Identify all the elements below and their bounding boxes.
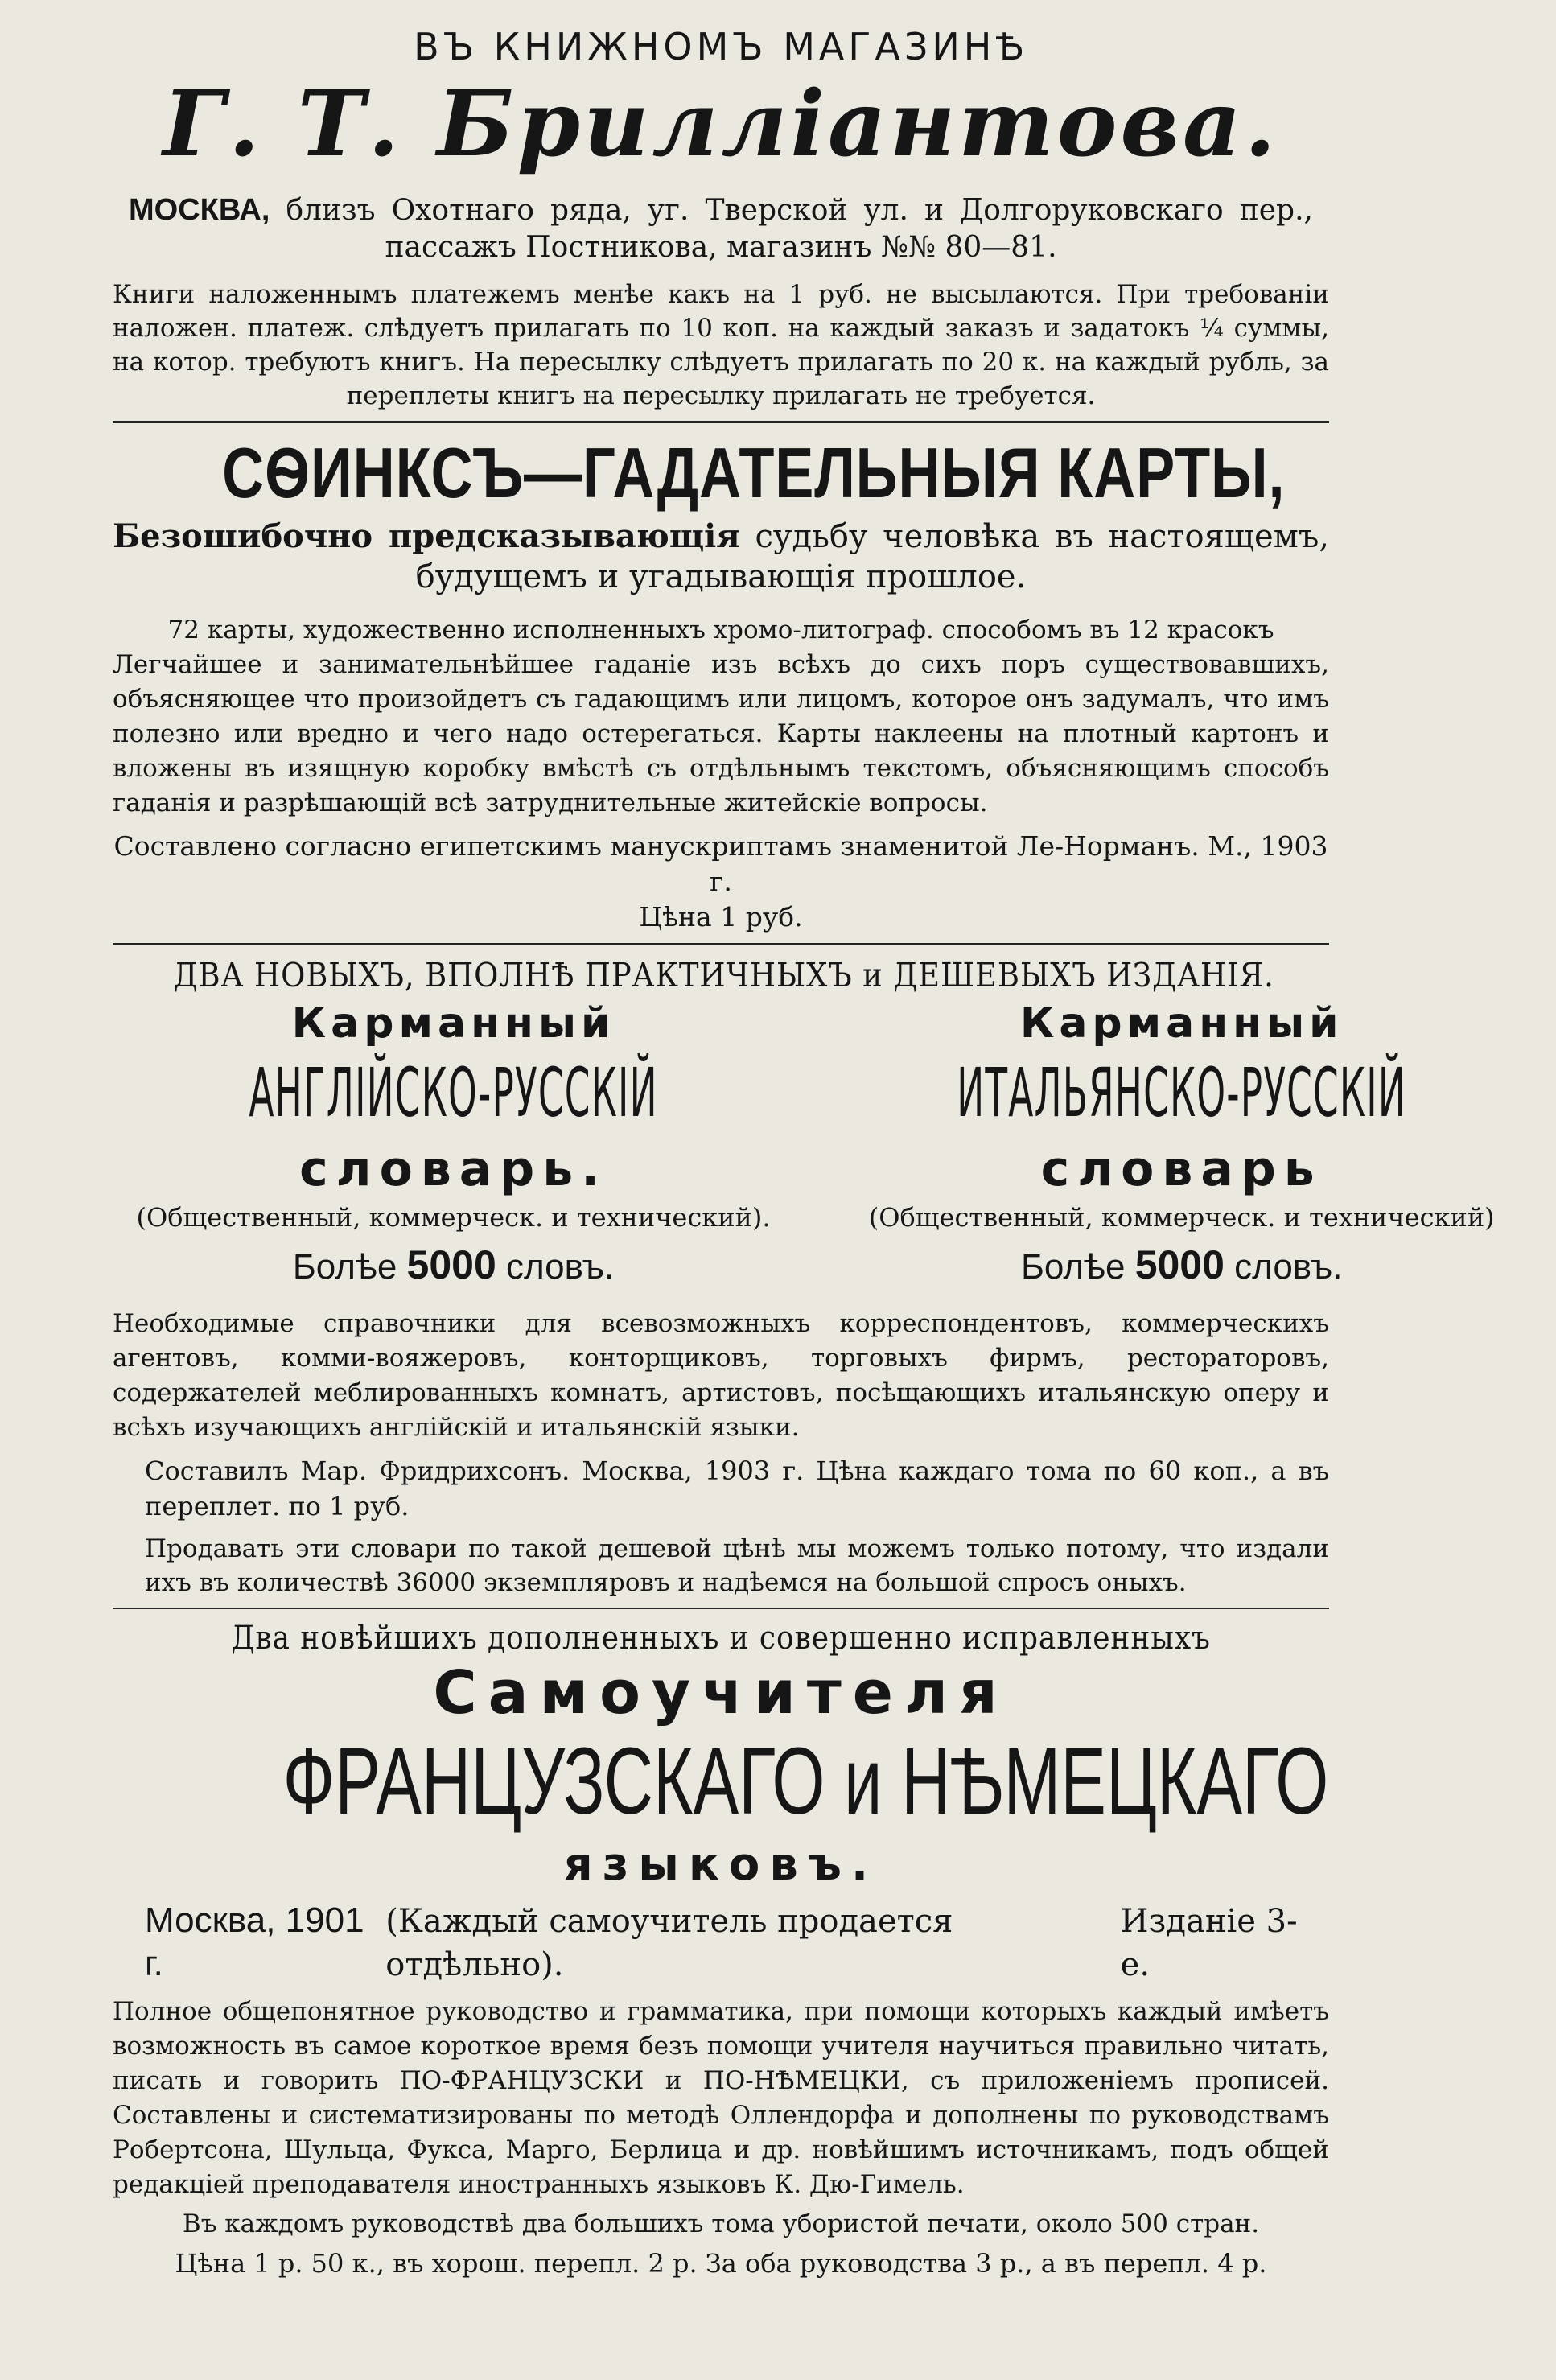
italian-russian-dictionary bbox=[807, 1000, 1556, 1292]
dictionary-word: словарь. bbox=[299, 1141, 607, 1197]
dictionaries-description: Необходимые справочники для всевозможныхъ корреспондентовъ, коммерческихъ агентовъ, комми-вояжеровъ, конторщиковъ, торговыхъ фирмъ, рестораторовъ, содержателей меблированныхъ комнатъ, артистовъ, посѣщающихъ итальянскую оперу и всѣхъ изучающихъ англiйскiй и итальянскiй языки. bbox=[113, 1309, 1329, 1442]
sphinx-subtitle-rest: судьбу человѣка въ настоящемъ, будущемъ и угадывающiя прошлое. bbox=[415, 518, 1330, 595]
store-address-text: близъ Охотнаго ряда, уг. Тверской ул. и Долгоруковскаго пер., пассажъ Постникова, магазинъ №№ 80—81. bbox=[270, 194, 1313, 264]
tutors-edition: Изданiе 3-е. bbox=[1120, 1903, 1298, 1983]
store-name: Г. Т. Бриллiантова. bbox=[163, 72, 1279, 177]
divider bbox=[113, 421, 1329, 423]
store-intro: ВЪ КНИЖНОМЪ МАГАЗИНѢ bbox=[414, 25, 1028, 68]
dictionary-pocket-label: Карманный bbox=[291, 999, 615, 1048]
tutors-heading: Два новѣйшихъ дополненныхъ и совершенно исправленныхъ bbox=[231, 1620, 1211, 1657]
sphinx-lead: 72 карты, художественно исполненныхъ хромо-литограф. способомъ въ 12 красокъ bbox=[167, 616, 1274, 644]
shipping-terms: Книги наложеннымъ платежемъ менѣе какъ на 1 руб. не высылаются. При требованiи наложен. платеж. слѣдуетъ прилагать по 10 коп. на каждый заказъ и задатокъ ¼ суммы, на котор. требуютъ книгъ. На пересылку слѣдуетъ прилагать по 20 к. на каждый рубль, за переплеты книгъ на пересылку прилагать не требуется. bbox=[113, 280, 1329, 410]
count-suffix: словъ. bbox=[496, 1247, 615, 1287]
sphinx-body-text: Легчайшее и занимательнѣйшее гаданiе изъ всѣхъ до сихъ поръ существовавшихъ, объясняющее что произойдетъ съ гадающимъ или лицомъ, которое онъ задумалъ, что имъ полезно или вредно и чего надо остерегаться. Карты наклеены на плотный картонъ и вложены въ изящную коробку вмѣстѣ съ отдѣльнымъ текстомъ, объясняющимъ способъ гаданiя и разрѣшающiй всѣ затруднительные житейскiе вопросы. bbox=[113, 650, 1329, 817]
dictionaries-source: Составилъ Мар. Фридрихсонъ. Москва, 1903 г. Цѣна каждаго тома по 60 коп., а въ переплет. по 1 руб. bbox=[145, 1456, 1329, 1521]
tutors-languages-word: языковъ. bbox=[563, 1839, 879, 1891]
sphinx-subtitle bbox=[113, 517, 1329, 597]
dictionary-word: словарь bbox=[1040, 1141, 1323, 1197]
dictionary-language: ИТАЛЬЯНСКО-РУССКIЙ bbox=[957, 1053, 1407, 1132]
tutors-description: Полное общепонятное руководство и грамматика, при помощи которыхъ каждый имѣетъ возможность въ самое короткое время безъ помощи учителя научиться правильно читать, писать и говорить ПО-ФРАНЦУЗСКИ и ПО-НѢМЕЦКИ, съ приложенiемъ прописей. Составлены и систематизированы по методѣ Оллендорфа и дополнены по руководствамъ Робертсона, Шульца, Фукса, Марго, Берлица и др. новѣйшимъ источникамъ, подъ общей редакцiей преподавателя иностранныхъ языковъ К. Дю-Гимель. bbox=[113, 1997, 1329, 2199]
store-address bbox=[113, 191, 1329, 266]
sphinx-cards-ad bbox=[113, 431, 1329, 935]
count-number: 5000 bbox=[406, 1242, 496, 1287]
store-header bbox=[113, 23, 1329, 413]
sphinx-title: СѲИНКСЪ—ГАДАТЕЛЬНЫЯ КАРТЫ, bbox=[222, 433, 1286, 513]
dictionaries-note: Продавать эти словари по такой дешевой цѣнѣ мы можемъ только потому, что издали ихъ въ количествѣ 36000 экземпляровъ и надѣемся на большой спросъ оныхъ. bbox=[145, 1534, 1329, 1597]
tutors-languages: ФРАНЦУЗСКАГО и НѢМЕЦКАГО bbox=[282, 1728, 1329, 1834]
count-prefix: Болѣе bbox=[292, 1247, 407, 1287]
store-city: МОСКВА, bbox=[129, 193, 270, 227]
tutors-meta bbox=[113, 1899, 1329, 1987]
tutors-volumes: Въ каждомъ руководствѣ два большихъ тома убористой печати, около 500 стран. bbox=[182, 2209, 1260, 2238]
dictionary-language: АНГЛIЙСКО-РУССКIЙ bbox=[249, 1053, 658, 1132]
dictionaries-columns bbox=[113, 999, 1495, 1292]
dictionary-word-count bbox=[113, 1240, 794, 1292]
divider bbox=[113, 943, 1329, 945]
count-prefix: Болѣе bbox=[1020, 1247, 1135, 1287]
tutors-price: Цѣна 1 р. 50 к., въ хорош. перепл. 2 р. За оба руководства 3 р., а въ перепл. 4 р. bbox=[175, 2248, 1267, 2279]
dictionaries-heading: ДВА НОВЫХЪ, ВПОЛНѢ ПРАКТИЧНЫХЪ и ДЕШЕВЫХЪ ИЗДАНIЯ. bbox=[173, 956, 1274, 994]
english-russian-dictionary bbox=[113, 1000, 794, 1292]
tutors-city-year: Москва, 1901 г. bbox=[145, 1900, 364, 1983]
sphinx-description bbox=[113, 613, 1329, 821]
sphinx-subtitle-bold: Безошибочно предсказывающiя bbox=[113, 517, 740, 555]
count-number: 5000 bbox=[1134, 1242, 1225, 1287]
dictionary-kind: (Общественный, коммерческ. и технический). bbox=[136, 1202, 771, 1233]
dictionary-word-count bbox=[807, 1240, 1556, 1292]
divider bbox=[113, 1608, 1329, 1609]
tutors-note: (Каждый самоучитель продается отдѣльно). bbox=[385, 1903, 953, 1983]
sphinx-price: Цѣна 1 руб. bbox=[639, 901, 803, 933]
dictionary-kind: (Общественный, коммерческ. и технический) bbox=[868, 1202, 1495, 1233]
self-teachers-ad bbox=[113, 1617, 1329, 2282]
dictionaries-ad bbox=[113, 953, 1495, 1600]
tutors-word: Самоучителя bbox=[433, 1658, 1009, 1727]
count-suffix: словъ. bbox=[1224, 1247, 1343, 1287]
sphinx-source: Составлено согласно египетскимъ манускриптамъ знаменитой Ле-Норманъ. М., 1903 г. bbox=[113, 830, 1328, 897]
dictionary-pocket-label: Карманный bbox=[1019, 999, 1344, 1048]
